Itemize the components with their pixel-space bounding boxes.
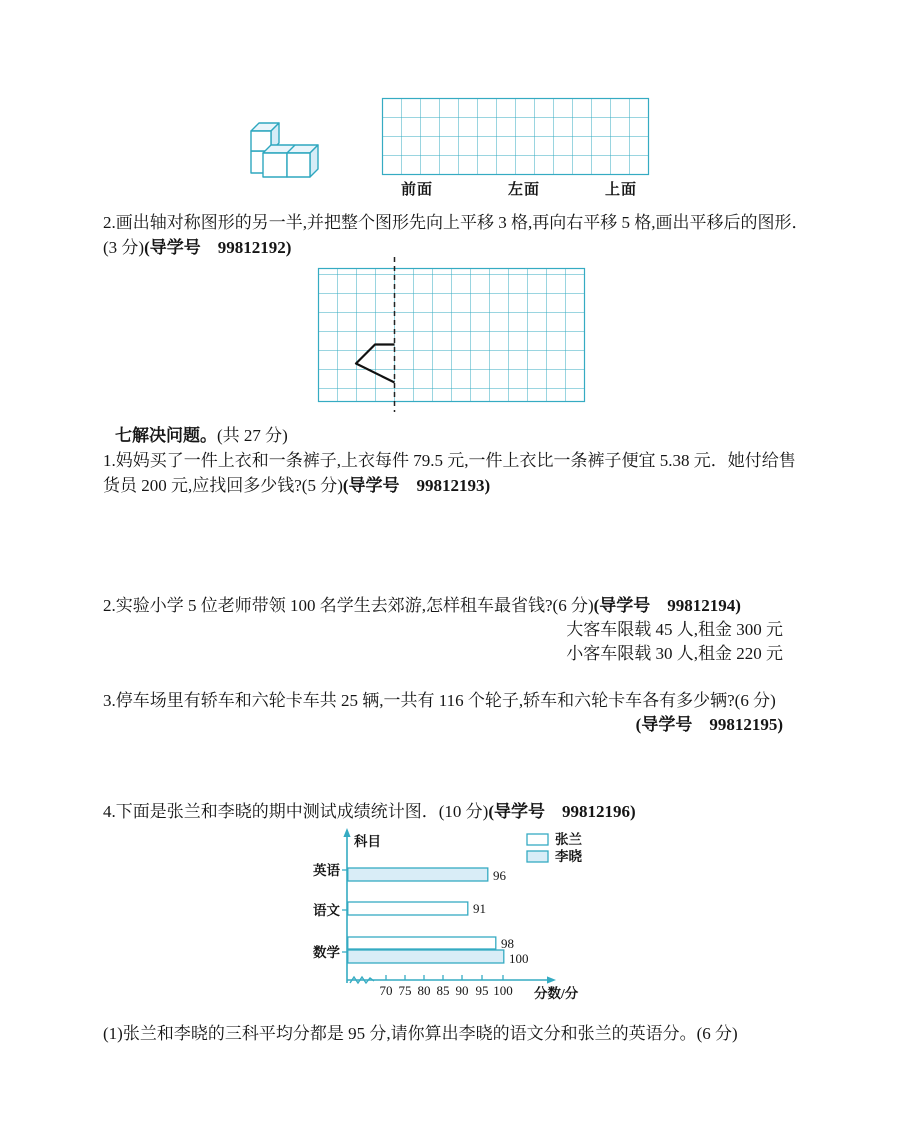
score-bar-chart	[300, 826, 600, 1006]
category-english: 英语	[313, 863, 340, 878]
daoxuehao-ref: (导学号 99812192)	[144, 238, 292, 257]
y-axis-title: 科目	[354, 834, 381, 849]
x-axis-arrow-icon	[547, 976, 556, 983]
value-math-zhanglan: 98	[501, 936, 514, 951]
problem3-ref: (导学号 99812195)	[635, 715, 783, 734]
daoxuehao-ref: (导学号 99812194)	[593, 596, 741, 615]
view-label-top: 上面	[604, 182, 637, 198]
y-axis-arrow-icon	[343, 828, 350, 837]
x-tick-100: 100	[493, 983, 513, 998]
category-chinese: 语文	[313, 903, 340, 918]
problem-translate-line1: 2.画出轴对称图形的另一半,并把整个图形先向上平移 3 格,再向右平移 5 格,画出平移后的图形．	[103, 213, 809, 232]
problem1-line1: 1.妈妈买了一件上衣和一条裤子,上衣每件 79.5 元,一件上衣比一条裤子便宜 5.38 元．她付给售	[103, 451, 796, 470]
view-answer-grid[interactable]	[382, 98, 650, 176]
daoxuehao-ref: (导学号 99812196)	[488, 802, 636, 821]
problem4-sub1: (1)张兰和李晓的三科平均分都是 95 分,请你算出李晓的语文分和张兰的英语分。(6 分)	[103, 1024, 738, 1043]
x-tick-85: 85	[436, 983, 450, 998]
bar-chinese-zhanglan	[348, 902, 468, 915]
view-label-left: 左面	[507, 182, 540, 198]
section7-title: 七解决问题。	[115, 426, 217, 445]
problem2-line: 2.实验小学 5 位老师带领 100 名学生去郊游,怎样租车最省钱?(6 分)(导学号 99812194)	[103, 596, 741, 615]
legend-zhanglan-label: 张兰	[555, 832, 582, 847]
x-tick-80: 80	[417, 983, 431, 998]
x-tick-70: 70	[379, 983, 393, 998]
bar-math-lixiao	[348, 950, 504, 963]
cube-figure	[245, 118, 323, 180]
problem2-bus-note2: 小客车限载 30 人,租金 220 元	[566, 644, 783, 663]
bar-english-lixiao	[348, 868, 488, 881]
problem-translate-line2: (3 分)(导学号 99812192)	[103, 238, 292, 257]
category-math: 数学	[313, 945, 340, 960]
x-tick-90: 90	[455, 983, 469, 998]
x-tick-95: 95	[475, 983, 489, 998]
section7-points: (共 27 分)	[217, 426, 288, 445]
problem4-line: 4.下面是张兰和李晓的期中测试成绩统计图．(10 分)(导学号 99812196)	[103, 802, 636, 821]
value-math-lixiao: 100	[509, 951, 529, 966]
problem2-bus-note1: 大客车限载 45 人,租金 300 元	[566, 620, 783, 639]
daoxuehao-ref: (导学号 99812193)	[342, 476, 491, 495]
x-tick-75: 75	[398, 983, 412, 998]
legend-lixiao-label: 李晓	[555, 849, 582, 864]
bar-math-zhanglan	[348, 937, 496, 949]
value-chinese-zhanglan: 91	[473, 901, 486, 916]
symmetry-grid[interactable]	[318, 255, 586, 415]
legend-zhanglan-swatch	[527, 834, 548, 845]
problem1-line2: 货员 200 元,应找回多少钱?(5 分)(导学号 99812193)	[103, 476, 491, 495]
problem3-line1: 3.停车场里有轿车和六轮卡车共 25 辆,一共有 116 个轮子,轿车和六轮卡车各有多少辆?(6 分)	[103, 691, 776, 710]
view-label-front: 前面	[400, 182, 433, 198]
value-english-lixiao: 96	[493, 868, 506, 883]
section7-heading	[115, 424, 288, 448]
legend-lixiao-swatch	[527, 851, 548, 862]
x-axis-title: 分数/分	[534, 986, 579, 1001]
